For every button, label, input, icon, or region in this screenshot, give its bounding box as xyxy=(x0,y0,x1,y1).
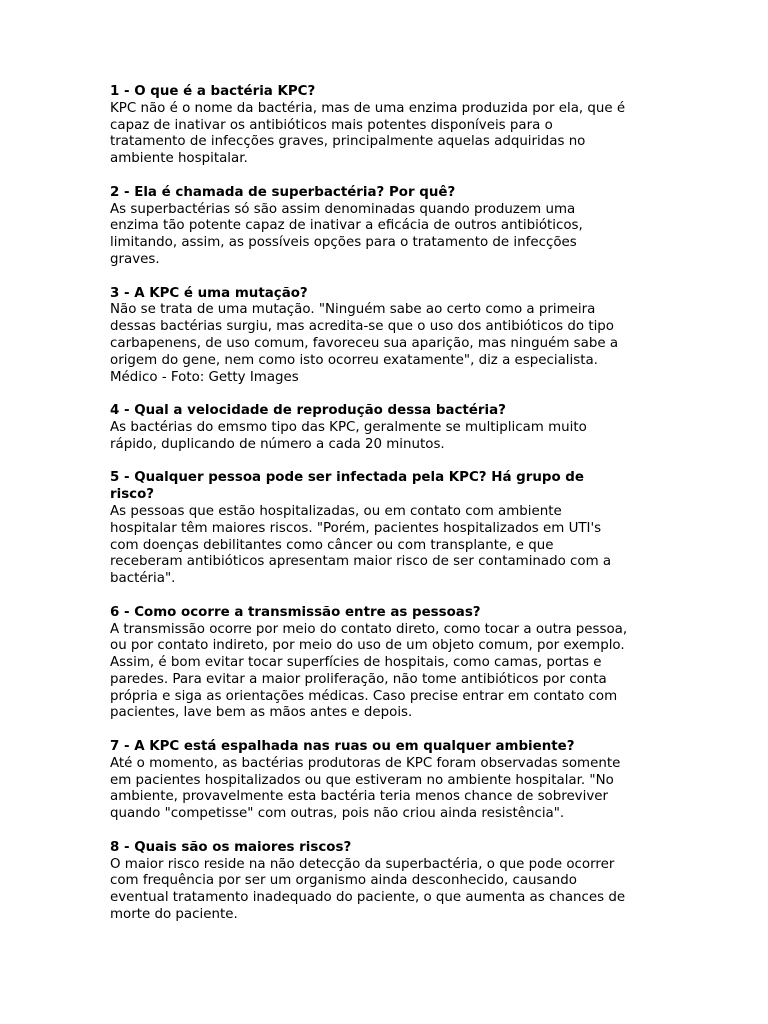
question-heading: 4 - Qual a velocidade de reprodução dessa bactéria? xyxy=(110,403,506,419)
answer-paragraph: O maior risco reside na não detecção da superbactéria, o que pode ocorrer com frequência por ser um organismo ainda desconhecido, causando eventual tratamento inadequado do paciente, o que aumenta as chances de morte do paciente. xyxy=(110,856,626,923)
answer-paragraph: A transmissão ocorre por meio do contato direto, como tocar a outra pessoa, ou por contato indireto, por meio do uso de um objeto comum, por exemplo. Assim, é bom evitar tocar superfícies de hospitais, como camas, portas e paredes. Para evitar a maior proliferação, não tome antibióticos por conta própria e siga as orientações médicas. Caso precise entrar em contato com pacientes, lave bem as mãos antes e depois. xyxy=(110,621,628,721)
answer-paragraph: KPC não é o nome da bactéria, mas de uma enzima produzida por ela, que é capaz de inativar os antibióticos mais potentes disponíveis para o tratamento de infecções graves, principalmente aquelas adquiridas no ambiente hospitalar. xyxy=(110,100,626,167)
answer-paragraph: Até o momento, as bactérias produtoras de KPC foram observadas somente em pacientes hospitalizados ou que estiveram no ambiente hospitalar. "No ambiente, provavelmente esta bactéria teria menos chance de sobreviver quando "competisse" com outras, pois não criou ainda resistência". xyxy=(110,755,621,822)
qa-item-7 xyxy=(110,739,662,823)
answer-paragraph: As bactérias do emsmo tipo das KPC, geralmente se multiplicam muito rápido, duplicando de número a cada 20 minutos. xyxy=(110,419,587,452)
qa-item-5 xyxy=(110,470,662,588)
qa-item-3 xyxy=(110,286,662,387)
question-heading: 7 - A KPC está espalhada nas ruas ou em qualquer ambiente? xyxy=(110,739,575,755)
question-heading: 3 - A KPC é uma mutação? xyxy=(110,285,308,301)
question-heading: 1 - O que é a bactéria KPC? xyxy=(110,84,316,99)
qa-item-8 xyxy=(110,840,662,924)
qa-item-2 xyxy=(110,185,662,269)
qa-item-1 xyxy=(110,84,662,168)
qa-item-6 xyxy=(110,605,662,723)
question-heading: 8 - Quais são os maiores riscos? xyxy=(110,839,352,855)
question-heading: 5 - Qualquer pessoa pode ser infectada pela KPC? Há grupo de risco? xyxy=(110,470,584,503)
question-heading: 6 - Como ocorre a transmissão entre as pessoas? xyxy=(110,604,481,620)
answer-paragraph: As pessoas que estão hospitalizadas, ou em contato com ambiente hospitalar têm maiores riscos. "Porém, pacientes hospitalizados em UTI's com doenças debilitantes como câncer ou com transplante, e que receberam antibióticos apresentam maior risco de ser contaminado com a bactéria". xyxy=(110,503,612,587)
answer-paragraph: As superbactérias só são assim denominadas quando produzem uma enzima tão potente capaz de inativar a eficácia de outros antibióticos, limitando, assim, as possíveis opções para o tratamento de infecções graves. xyxy=(110,201,583,267)
document-page xyxy=(110,84,662,941)
question-heading: 2 - Ela é chamada de superbactéria? Por quê? xyxy=(110,184,456,200)
qa-item-4 xyxy=(110,403,662,453)
answer-paragraph: Não se trata de uma mutação. "Ninguém sabe ao certo como a primeira dessas bactérias surgiu, mas acredita-se que o uso dos antibióticos do tipo carbapenens, de uso comum, favoreceu sua aparição, mas ninguém sabe a origem do gene, nem como isto ocorreu exatamente", diz a especialista. Médico - Foto: Getty Images xyxy=(110,302,619,385)
